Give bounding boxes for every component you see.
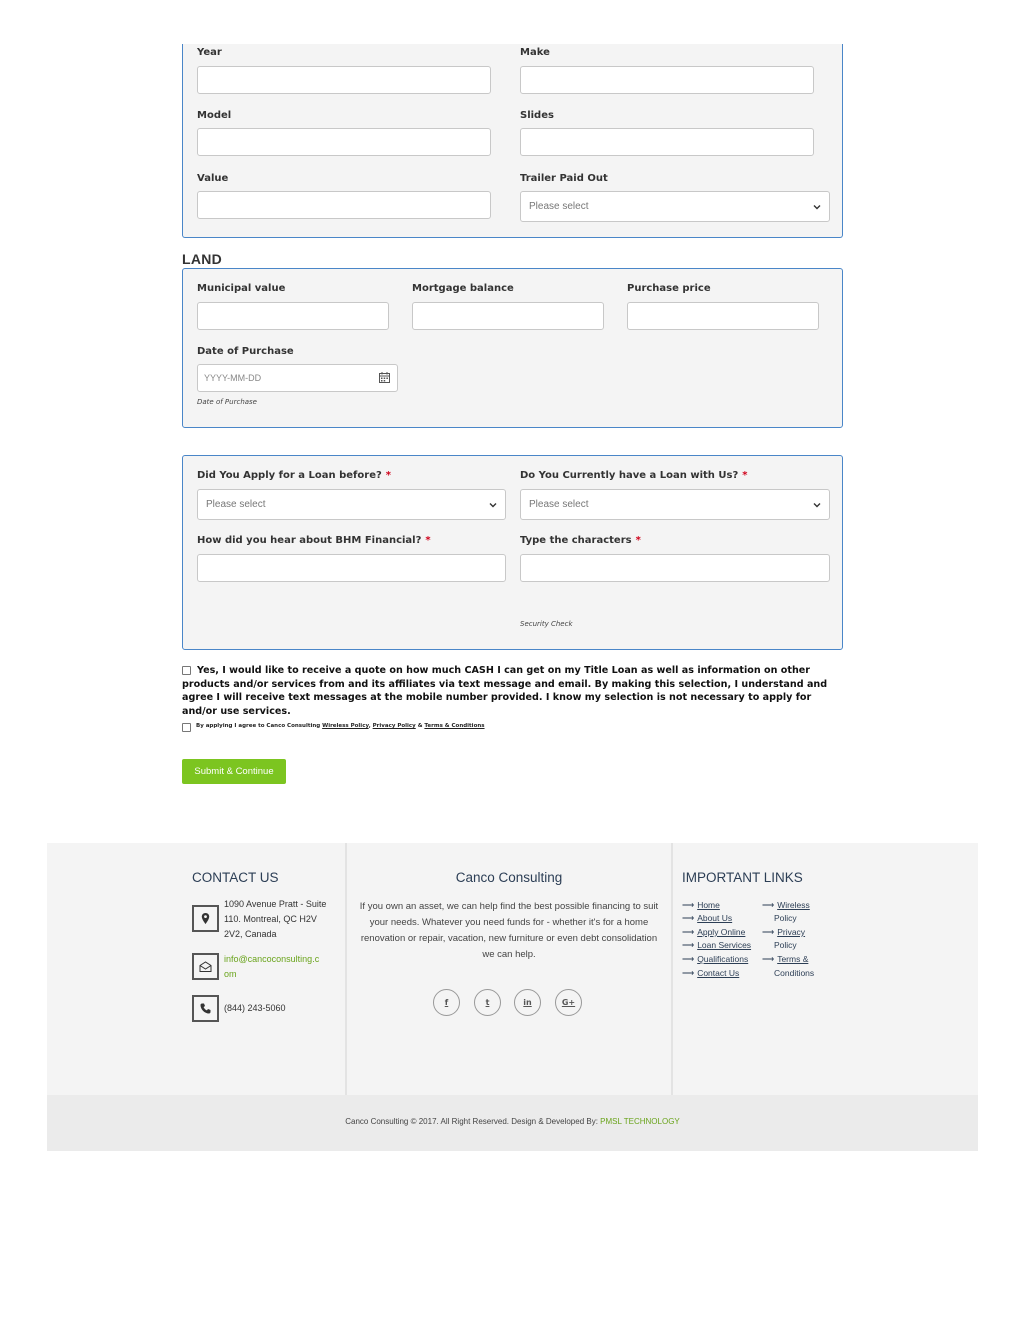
quote-consent-row bbox=[182, 664, 844, 717]
land-section-title: LAND bbox=[182, 251, 223, 267]
footer bbox=[47, 843, 978, 1095]
link-wireless-policy[interactable]: ⟶ Wireless bbox=[762, 900, 810, 910]
security-check-hint: Security Check bbox=[520, 620, 573, 628]
privacy-policy-link[interactable]: Privacy Policy bbox=[372, 723, 416, 729]
contact-email[interactable]: info@cancoconsulting.com bbox=[224, 954, 320, 979]
date-of-purchase-hint: Date of Purchase bbox=[197, 398, 257, 406]
current-loan-label: Do You Currently have a Loan with Us? * bbox=[520, 470, 748, 481]
model-input[interactable] bbox=[197, 128, 491, 156]
value-input[interactable] bbox=[197, 191, 491, 219]
wireless-policy-link[interactable]: Wireless Policy bbox=[322, 723, 369, 729]
about-text: If you own an asset, we can help find the best possible financing to suit your needs. Whatever you need funds for - whether it's for a home renovation or repair, vacation, new furniture or even debt consolidation we can help. bbox=[359, 901, 659, 960]
questions-panel bbox=[182, 455, 843, 650]
applied-before-label: Did You Apply for a Loan before? * bbox=[197, 470, 392, 481]
agree-row bbox=[182, 722, 844, 734]
mortgage-balance-label: Mortgage balance bbox=[412, 283, 514, 294]
slides-input[interactable] bbox=[520, 128, 814, 156]
agree-checkbox[interactable] bbox=[182, 723, 191, 732]
purchase-price-input[interactable] bbox=[627, 302, 819, 330]
applied-before-select[interactable] bbox=[197, 489, 506, 520]
link-loan-services[interactable]: ⟶ Loan Services bbox=[682, 940, 752, 950]
facebook-icon[interactable]: f bbox=[433, 989, 460, 1016]
link-wireless-policy-cont[interactable]: Policy bbox=[774, 913, 797, 923]
trailer-paid-out-label: Trailer Paid Out bbox=[520, 173, 608, 184]
link-contact-us[interactable]: ⟶ Contact Us bbox=[682, 968, 740, 978]
model-label: Model bbox=[197, 110, 232, 121]
value-label: Value bbox=[197, 173, 229, 184]
current-loan-select[interactable] bbox=[520, 489, 830, 520]
year-input[interactable] bbox=[197, 66, 491, 94]
agree-text: By applying I agree to Canco Consulting Wireless Policy, Privacy Policy & Terms & Conditions bbox=[196, 723, 485, 729]
phone-icon-box bbox=[192, 995, 219, 1022]
captcha-label: Type the characters * bbox=[520, 535, 641, 546]
envelope-open-icon bbox=[199, 960, 212, 973]
calendar-icon[interactable] bbox=[379, 372, 390, 383]
link-home[interactable]: ⟶ Home bbox=[682, 900, 720, 910]
contact-us-title: CONTACT US bbox=[192, 870, 279, 885]
link-about-us[interactable]: ⟶ About Us bbox=[682, 913, 733, 923]
phone-icon bbox=[199, 1002, 212, 1015]
hear-about-label: How did you hear about BHM Financial? * bbox=[197, 535, 431, 546]
hear-about-input[interactable] bbox=[197, 554, 506, 582]
quote-consent-text: Yes, I would like to receive a quote on how much CASH I can get on my Title Loan as well as information on other products and/or services from and its affiliates via text message and email. By making this selection, I understand and agree I will receive text messages at the mobile number provided. I know my selection is not necessary to apply for and/or use services. bbox=[182, 665, 828, 717]
copyright-text: Canco Consulting © 2017. All Right Reserved. Design & Developed By: PMSL TECHNOLOGY bbox=[345, 1117, 680, 1126]
date-placeholder: YYYY-MM-DD bbox=[204, 373, 262, 383]
contact-address: 1090 Avenue Pratt - Suite 110. Montreal, QC H2V 2V2, Canada bbox=[224, 899, 327, 939]
municipal-value-input[interactable] bbox=[197, 302, 389, 330]
submit-continue-button[interactable]: Submit & Continue bbox=[182, 759, 286, 784]
developer-link[interactable]: PMSL TECHNOLOGY bbox=[600, 1117, 680, 1126]
link-terms-conditions-cont[interactable]: Conditions bbox=[774, 968, 815, 978]
linkedin-icon[interactable]: in bbox=[514, 989, 541, 1016]
copyright-bar bbox=[47, 1095, 978, 1151]
land-panel bbox=[182, 268, 843, 428]
contact-phone[interactable]: (844) 243-5060 bbox=[224, 1003, 286, 1013]
link-privacy-policy-cont[interactable]: Policy bbox=[774, 940, 797, 950]
important-links-title: IMPORTANT LINKS bbox=[682, 870, 803, 885]
applied-before-value: Please select bbox=[206, 499, 266, 510]
make-input[interactable] bbox=[520, 66, 814, 94]
mortgage-balance-input[interactable] bbox=[412, 302, 604, 330]
map-pin-icon bbox=[199, 912, 212, 925]
date-of-purchase-label: Date of Purchase bbox=[197, 346, 294, 357]
trailer-paid-out-value: Please select bbox=[529, 201, 589, 212]
trailer-paid-out-select[interactable] bbox=[520, 191, 830, 222]
link-privacy-policy[interactable]: ⟶ Privacy bbox=[762, 927, 806, 937]
email-icon-box bbox=[192, 953, 219, 980]
make-label: Make bbox=[520, 47, 550, 58]
year-label: Year bbox=[197, 47, 222, 58]
footer-divider bbox=[345, 843, 347, 1095]
captcha-input[interactable] bbox=[520, 554, 830, 582]
chevron-down-icon bbox=[487, 499, 499, 511]
trailer-panel bbox=[182, 44, 843, 238]
link-apply-online[interactable]: ⟶ Apply Online bbox=[682, 927, 746, 937]
chevron-down-icon bbox=[811, 499, 823, 511]
link-qualifications[interactable]: ⟶ Qualifications bbox=[682, 954, 749, 964]
municipal-value-label: Municipal value bbox=[197, 283, 286, 294]
location-icon-box bbox=[192, 905, 219, 932]
current-loan-value: Please select bbox=[529, 499, 589, 510]
purchase-price-label: Purchase price bbox=[627, 283, 711, 294]
google-plus-icon[interactable]: G+ bbox=[555, 989, 582, 1016]
slides-label: Slides bbox=[520, 110, 554, 121]
link-terms-conditions[interactable]: ⟶ Terms & bbox=[762, 954, 809, 964]
twitter-icon[interactable]: t bbox=[474, 989, 501, 1016]
chevron-down-icon bbox=[811, 201, 823, 213]
date-of-purchase-input[interactable] bbox=[197, 364, 398, 392]
footer-divider bbox=[671, 843, 673, 1095]
about-title: Canco Consulting bbox=[455, 870, 563, 885]
terms-conditions-link[interactable]: Terms & Conditions bbox=[424, 723, 485, 729]
